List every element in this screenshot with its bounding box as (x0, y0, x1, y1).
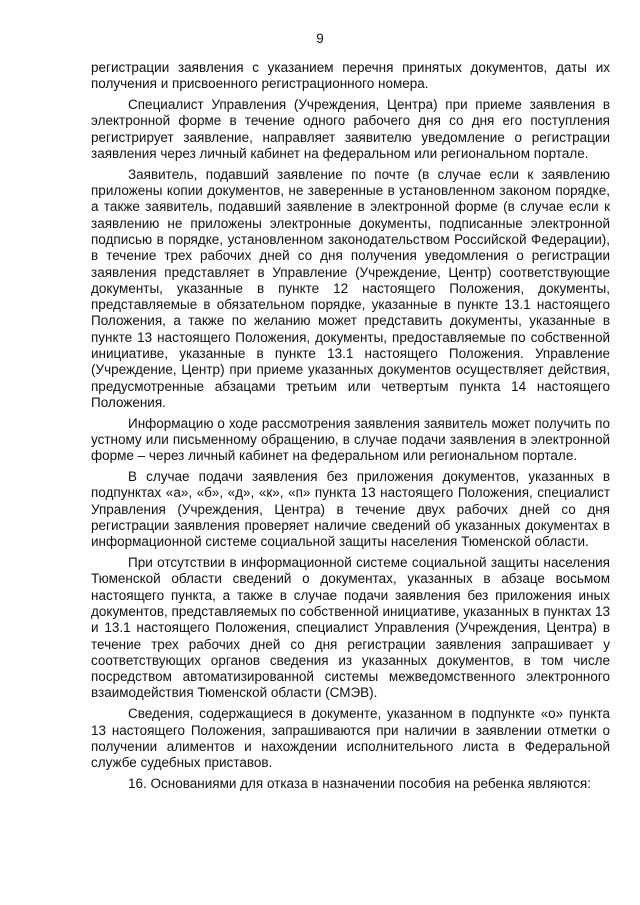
paragraph-applicant-documents: Заявитель, подавший заявление по почте (в случае если к заявлению приложены копии документов, не заверенные в установленном законом порядке, а также заявитель, подавший заявление в электронной форме (в случае если к заявлению не приложены электронные документы, подписанные электронной подписью в порядке, установленном законодательством Российской Федерации), в течение трех рабочих дней со дня получения уведомления о регистрации заявления представляет в Управление (Учреждение, Центр) соответствующие документы, указанные в пункте 12 настоящего Положения, документы, представляемые в обязательном порядке, указанные в пункте 13.1 настоящего Положения, а также по желанию может представить документы, указанные в пункте 13 настоящего Положения, документы, предоставляемые по собственной инициативе, указанные в пункте 13.1 настоящего Положения. Управление (Учреждение, Центр) при приеме указанных документов осуществляет действия, предусмотренные абзацами третьим или четвертым пункта 14 настоящего Положения. (91, 166, 610, 410)
paragraph-review-status-info: Информацию о ходе рассмотрения заявления заявитель может получить по устному или письменному обращению, в случае подачи заявления в электронной форме – через личный кабинет на федеральном или региональном портале. (91, 415, 610, 464)
paragraph-refusal-grounds: 16. Основаниями для отказа в назначении пособия на ребенка являются: (128, 775, 591, 791)
document-body (91, 60, 610, 797)
paragraph-interagency-request: При отсутствии в информационной системе социальной защиты населения Тюменской области сведений о документах, указанных в абзаце восьмом настоящего пункта, а также в случае подачи заявления без приложения иных документов, представляемых по собственной инициативе, указанных в пунктах 13 и 13.1 настоящего Положения, специалист Управления (Учреждения, Центра) в течение трех рабочих дней со дня регистрации заявления запрашивает у соответствующих органов сведения из указанных документов, в том числе посредством автоматизированной системы межведомственного электронного взаимодействия Тюменской области (СМЭВ). (91, 555, 610, 701)
paragraph-alimony-info: Сведения, содержащиеся в документе, указанном в подпункте «о» пункта 13 настоящего Положения, запрашиваются при наличии в заявлении отметки о получении алиментов и нахождении исполнительного листа в Федеральной службе судебных приставов. (91, 706, 610, 771)
paragraph-continuation: регистрации заявления с указанием перечня принятых документов, даты их получения и присвоенного регистрационного номера. (91, 60, 610, 92)
paragraph-electronic-registration: Специалист Управления (Учреждения, Центра) при приеме заявления в электронной форме в течение одного рабочего дня со дня его поступления регистрирует заявление, направляет заявителю уведомление о регистрации заявления через личный кабинет на федеральном или региональном портале. (91, 97, 610, 161)
paragraph-document-check: В случае подачи заявления без приложения документов, указанных в подпунктах «а», «б», «д», «к», «п» пункта 13 настоящего Положения, специалист Управления (Учреждения, Центра) в течение двух рабочих дней со дня регистрации заявления проверяет наличие сведений об указанных документах в информационной системе социальной защиты населения Тюменской области. (91, 469, 610, 550)
page-number: 9 (316, 31, 324, 46)
